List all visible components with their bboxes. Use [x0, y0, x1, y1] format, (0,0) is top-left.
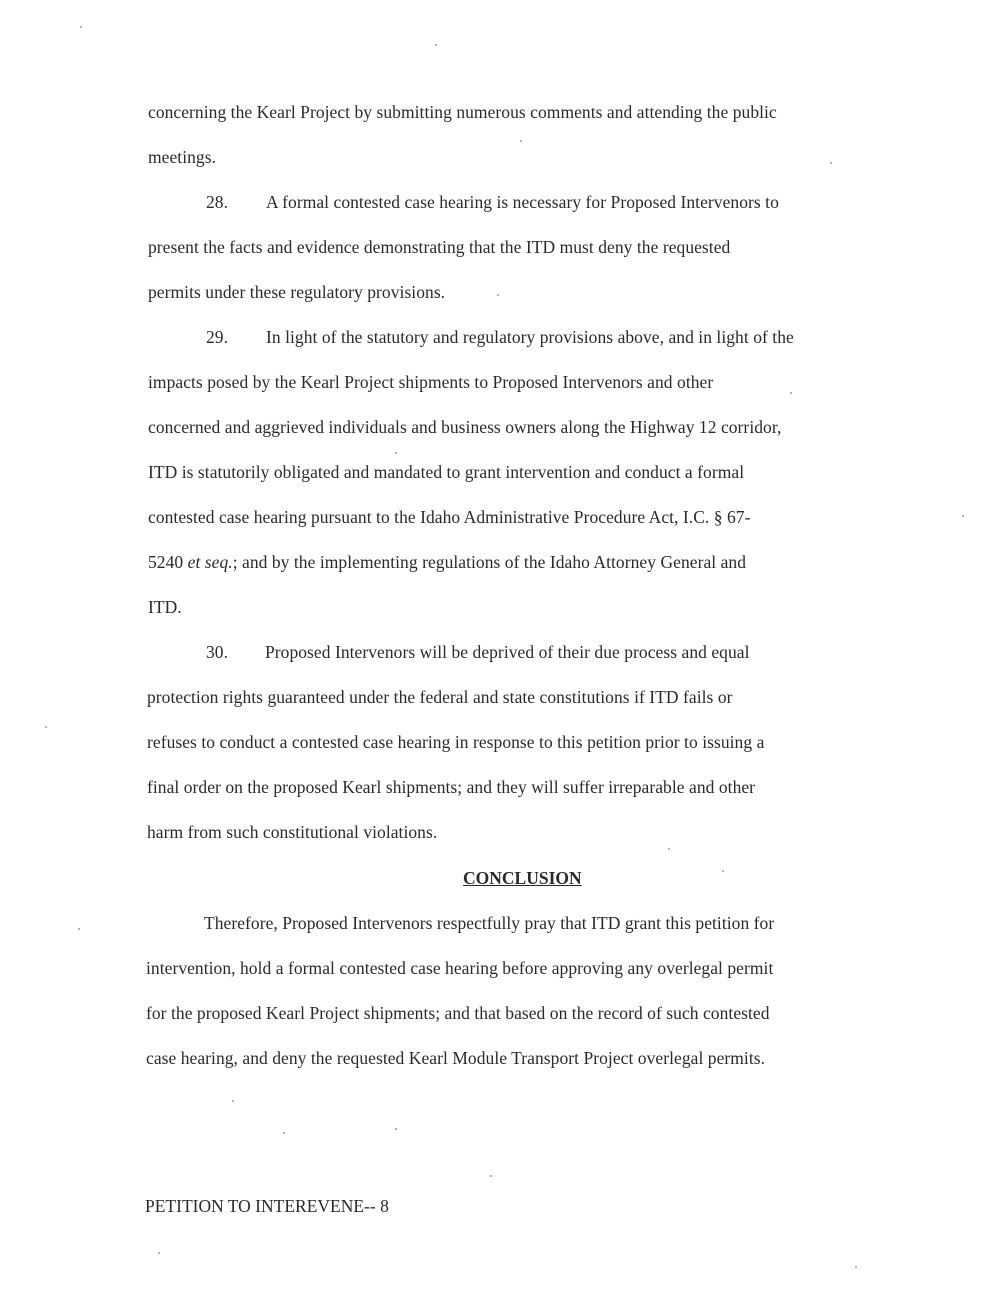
body-line: ITD. — [148, 597, 182, 617]
paragraph-number: 29. — [206, 327, 229, 347]
section-heading: CONCLUSION — [463, 868, 582, 888]
body-line: Proposed Intervenors will be deprived of their due process and equal — [265, 642, 750, 662]
body-line: contested case hearing pursuant to the Idaho Administrative Procedure Act, I.C. § 67- — [148, 507, 751, 527]
scan-speck — [830, 162, 832, 164]
scan-speck — [855, 1266, 857, 1268]
scan-speck — [232, 1100, 234, 1102]
body-line: refuses to conduct a contested case hearing in response to this petition prior to issuing a — [147, 732, 765, 752]
body-line: ITD is statutorily obligated and mandated to grant intervention and conduct a formal — [148, 462, 745, 482]
body-line: final order on the proposed Kearl shipments; and they will suffer irreparable and other — [147, 777, 756, 797]
scan-speck — [80, 26, 82, 28]
scan-speck — [668, 848, 670, 850]
scan-speck — [395, 1128, 397, 1130]
scan-speck — [962, 515, 964, 517]
scan-speck — [520, 140, 522, 142]
body-text: ; and by the implementing regulations of the Idaho Attorney General and — [232, 552, 747, 572]
scan-speck — [722, 870, 724, 872]
scan-speck — [435, 44, 437, 46]
body-line: impacts posed by the Kearl Project shipments to Proposed Intervenors and other — [148, 372, 714, 392]
scan-speck — [45, 726, 47, 728]
body-line: concerning the Kearl Project by submitting numerous comments and attending the public — [148, 102, 777, 122]
scan-speck — [283, 1132, 285, 1134]
body-line — [148, 551, 746, 573]
scan-speck — [78, 928, 80, 930]
scan-speck — [490, 1175, 492, 1177]
italic-citation: et seq. — [187, 552, 233, 572]
body-line: harm from such constitutional violations. — [147, 822, 438, 842]
body-line: case hearing, and deny the requested Kearl Module Transport Project overlegal permits. — [146, 1048, 766, 1068]
body-line: for the proposed Kearl Project shipments; and that based on the record of such contested — [146, 1003, 770, 1023]
body-line: In light of the statutory and regulatory provisions above, and in light of the — [266, 327, 794, 347]
body-text: 5240 — [148, 552, 188, 572]
body-line: Therefore, Proposed Intervenors respectfully pray that ITD grant this petition for — [204, 913, 775, 933]
body-line: A formal contested case hearing is necessary for Proposed Intervenors to — [266, 192, 779, 212]
scan-speck — [395, 452, 397, 454]
body-line: concerned and aggrieved individuals and business owners along the Highway 12 corridor, — [148, 417, 782, 437]
body-line: present the facts and evidence demonstrating that the ITD must deny the requested — [148, 237, 731, 257]
body-line: meetings. — [148, 147, 217, 167]
body-line: intervention, hold a formal contested case hearing before approving any overlegal permit — [146, 958, 774, 978]
page-footer: PETITION TO INTEREVENE-- 8 — [145, 1196, 389, 1216]
paragraph-number: 28. — [206, 192, 229, 212]
body-line: permits under these regulatory provisions. — [148, 282, 446, 302]
scan-speck — [790, 392, 792, 394]
paragraph-number: 30. — [206, 642, 229, 662]
scan-speck — [497, 294, 499, 296]
body-line: protection rights guaranteed under the federal and state constitutions if ITD fails or — [147, 687, 733, 707]
scan-speck — [158, 1252, 160, 1254]
